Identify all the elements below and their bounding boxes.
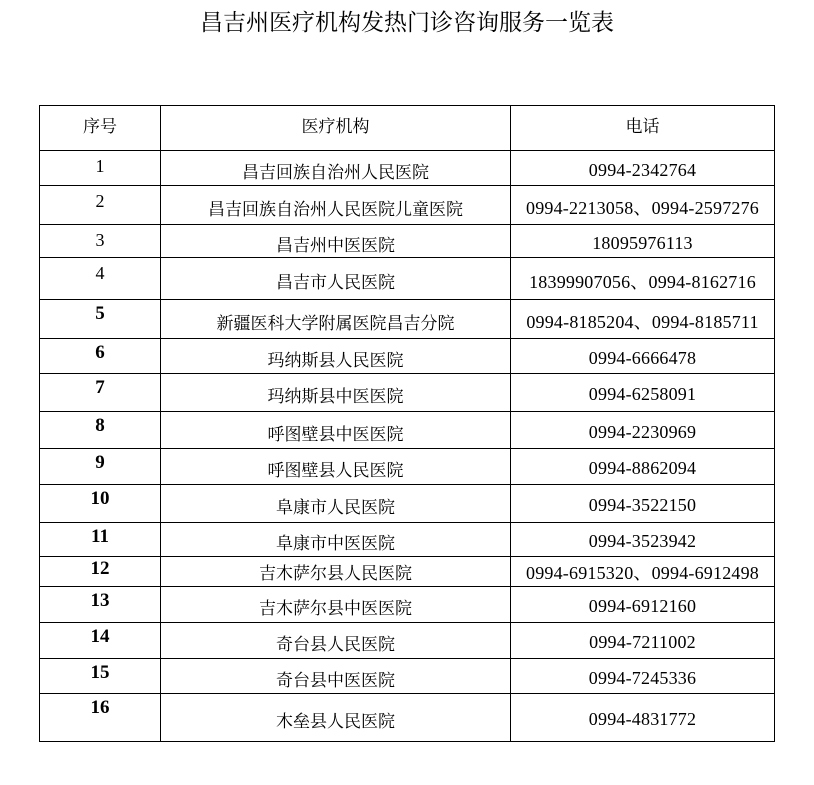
table-row (40, 225, 775, 258)
row-seq: 8 (40, 412, 161, 449)
row-seq: 7 (40, 374, 161, 412)
header-seq: 序号 (40, 106, 161, 151)
row-seq: 6 (40, 339, 161, 374)
table-row (40, 523, 775, 557)
row-phone: 0994-8862094 (511, 449, 775, 485)
row-phone: 18399907056、0994-8162716 (511, 258, 775, 300)
row-phone: 0994-6915320、0994-6912498 (511, 557, 775, 587)
row-seq: 1 (40, 151, 161, 186)
row-phone: 0994-6912160 (511, 587, 775, 623)
row-phone: 0994-6258091 (511, 374, 775, 412)
row-seq: 10 (40, 485, 161, 523)
hospital-table (39, 105, 775, 742)
table-row (40, 186, 775, 225)
table-row (40, 449, 775, 485)
row-seq: 3 (40, 225, 161, 258)
row-org: 阜康市中医医院 (161, 523, 511, 557)
row-org: 呼图壁县人民医院 (161, 449, 511, 485)
table-row (40, 412, 775, 449)
table-row (40, 485, 775, 523)
row-phone: 0994-7211002 (511, 623, 775, 659)
header-phone: 电话 (511, 106, 775, 151)
row-phone: 0994-7245336 (511, 659, 775, 694)
row-org: 新疆医科大学附属医院昌吉分院 (161, 300, 511, 339)
table-row (40, 339, 775, 374)
table-row (40, 623, 775, 659)
row-org: 吉木萨尔县人民医院 (161, 557, 511, 587)
table-row (40, 694, 775, 742)
row-phone: 18095976113 (511, 225, 775, 258)
row-org: 阜康市人民医院 (161, 485, 511, 523)
row-org: 木垒县人民医院 (161, 694, 511, 742)
page-title: 昌吉州医疗机构发热门诊咨询服务一览表 (200, 10, 614, 36)
table-row (40, 557, 775, 587)
row-org: 玛纳斯县中医医院 (161, 374, 511, 412)
row-seq: 15 (40, 659, 161, 694)
row-seq: 14 (40, 623, 161, 659)
table-row (40, 587, 775, 623)
row-org: 玛纳斯县人民医院 (161, 339, 511, 374)
row-phone: 0994-2230969 (511, 412, 775, 449)
row-phone: 0994-4831772 (511, 694, 775, 742)
row-seq: 11 (40, 523, 161, 557)
row-org: 昌吉市人民医院 (161, 258, 511, 300)
table-row (40, 151, 775, 186)
table-header-row (40, 106, 775, 151)
row-org: 昌吉州中医医院 (161, 225, 511, 258)
table-row (40, 300, 775, 339)
row-seq: 4 (40, 258, 161, 300)
row-seq: 9 (40, 449, 161, 485)
table-row (40, 659, 775, 694)
header-org: 医疗机构 (161, 106, 511, 151)
row-seq: 12 (40, 557, 161, 587)
row-phone: 0994-6666478 (511, 339, 775, 374)
row-phone: 0994-2213058、0994-2597276 (511, 186, 775, 225)
row-org: 奇台县人民医院 (161, 623, 511, 659)
row-seq: 13 (40, 587, 161, 623)
row-phone: 0994-3523942 (511, 523, 775, 557)
row-phone: 0994-2342764 (511, 151, 775, 186)
row-org: 昌吉回族自治州人民医院 (161, 151, 511, 186)
table-row (40, 374, 775, 412)
row-seq: 2 (40, 186, 161, 225)
table-row (40, 258, 775, 300)
row-phone: 0994-3522150 (511, 485, 775, 523)
row-org: 昌吉回族自治州人民医院儿童医院 (161, 186, 511, 225)
row-org: 吉木萨尔县中医医院 (161, 587, 511, 623)
row-seq: 5 (40, 300, 161, 339)
row-org: 奇台县中医医院 (161, 659, 511, 694)
row-phone: 0994-8185204、0994-8185711 (511, 300, 775, 339)
row-org: 呼图壁县中医医院 (161, 412, 511, 449)
row-seq: 16 (40, 694, 161, 742)
